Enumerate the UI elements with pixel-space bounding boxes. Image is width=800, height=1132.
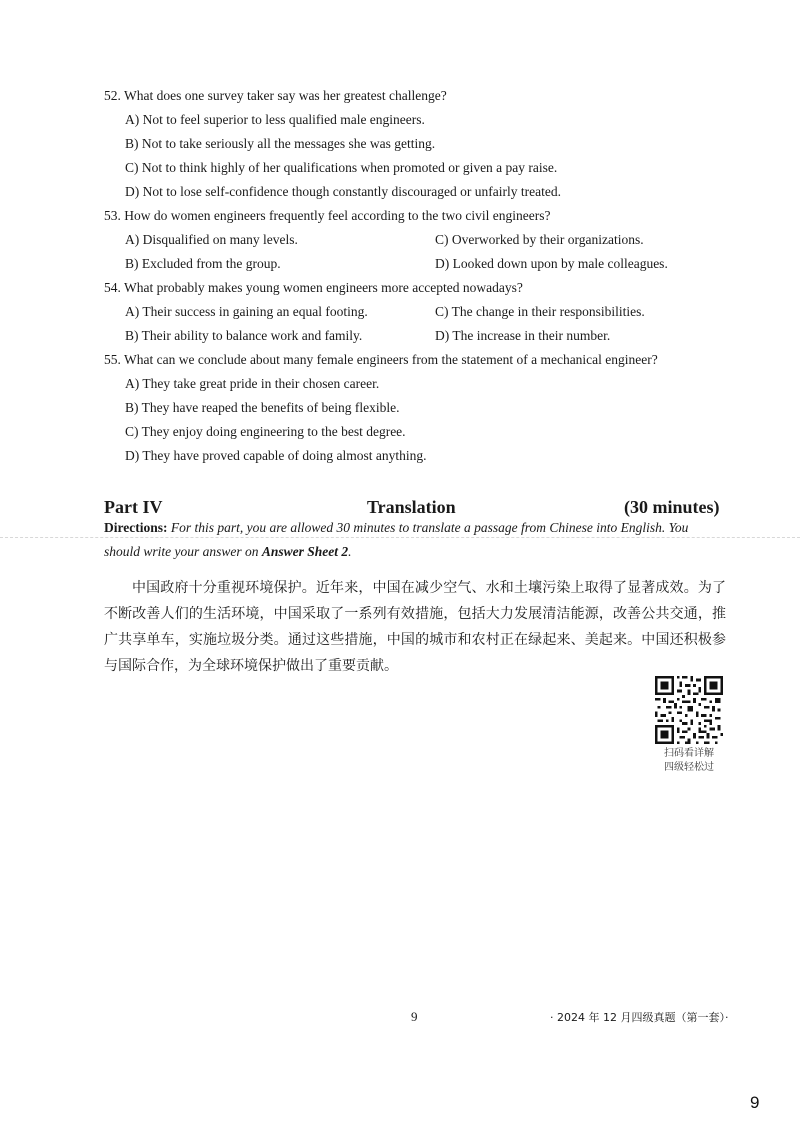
question-53-option-a: A) Disqualified on many levels. <box>125 232 298 247</box>
part-title: Translation <box>367 497 456 517</box>
directions-line-1 <box>104 520 688 536</box>
part-number: Part IV <box>104 497 163 517</box>
qr-code-icon[interactable] <box>655 676 723 744</box>
directions-text-1: For this part, you are allowed 30 minutes to translate a passage from Chinese into English. You <box>170 520 689 535</box>
question-52-option-c: C) Not to think highly of her qualifications when promoted or given a pay raise. <box>125 160 558 175</box>
page-number: 9 <box>411 1009 418 1024</box>
directions-text-2a: should write your answer on <box>104 544 262 559</box>
directions-line-2 <box>104 544 352 560</box>
question-52-option-d: D) Not to lose self-confidence though constantly discouraged or unfairly treated. <box>125 184 561 199</box>
question-54-stem: 54. What probably makes young women engineers more accepted nowadays? <box>104 280 523 295</box>
question-54-option-a: A) Their success in gaining an equal footing. <box>125 304 368 319</box>
question-53-option-c: C) Overworked by their organizations. <box>435 232 644 247</box>
directions-answer-sheet: Answer Sheet 2 <box>261 544 349 559</box>
question-52-option-b: B) Not to take seriously all the messages she was getting. <box>125 136 436 151</box>
question-55-stem: 55. What can we conclude about many female engineers from the statement of a mechanical engineer? <box>104 352 658 367</box>
exam-label: · 2024 年 12 月四级真题（第一套）· <box>550 1011 729 1024</box>
part-time: (30 minutes) <box>624 497 720 517</box>
corner-page-number: 9 <box>750 1093 760 1112</box>
question-52-stem: 52. What does one survey taker say was her greatest challenge? <box>104 88 447 103</box>
directions-label: Directions: <box>104 520 168 535</box>
qr-caption-line-1: 扫码看详解 <box>664 748 714 759</box>
divider <box>0 537 800 538</box>
question-54-option-d: D) The increase in their number. <box>435 328 611 343</box>
question-55-option-b: B) They have reaped the benefits of being flexible. <box>125 400 400 415</box>
question-53-stem: 53. How do women engineers frequently feel according to the two civil engineers? <box>104 208 551 223</box>
question-53-option-b: B) Excluded from the group. <box>125 256 281 271</box>
question-52-option-a: A) Not to feel superior to less qualified male engineers. <box>125 112 425 127</box>
question-55-option-a: A) They take great pride in their chosen career. <box>125 376 380 391</box>
question-54-option-b: B) Their ability to balance work and family. <box>125 328 363 343</box>
question-55-option-d: D) They have proved capable of doing almost anything. <box>125 448 427 463</box>
question-54-option-c: C) The change in their responsibilities. <box>435 304 645 319</box>
question-53-option-d: D) Looked down upon by male colleagues. <box>435 256 668 271</box>
question-55-option-c: C) They enjoy doing engineering to the best degree. <box>125 424 406 439</box>
directions-text-2c: . <box>348 544 352 559</box>
translation-passage: 中国政府十分重视环境保护。近年来，中国在减少空气、水和土壤污染上取得了显著成效。为了不断改善人们的生活环境，中国采取了一系列有效措施，包括大力发展清洁能源，改善公共交通，推广共享单车，实施垃圾分类。通过这些措施，中国的城市和农村正在绿起来、美起来。中国还积极参与国际合作，为全球环境保护做出了重要贡献。 <box>104 580 726 674</box>
qr-caption-line-2: 四级轻松过 <box>664 762 714 773</box>
